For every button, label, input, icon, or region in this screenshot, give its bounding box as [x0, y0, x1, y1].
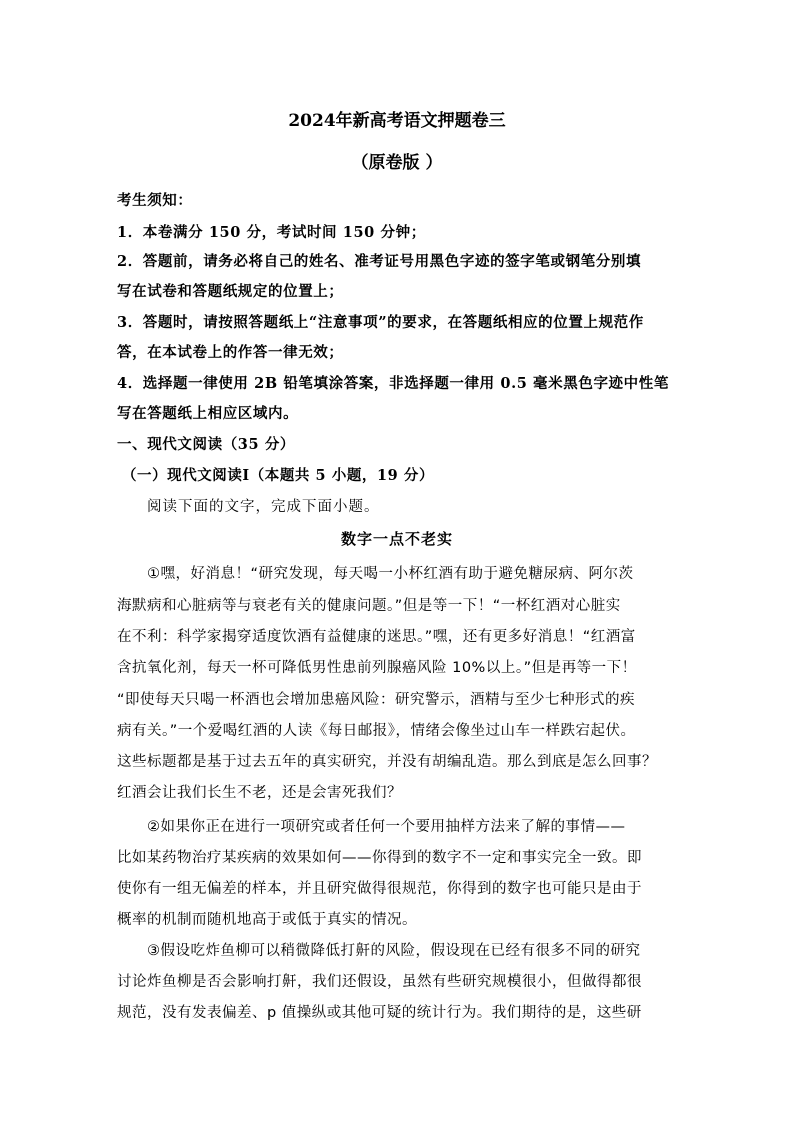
- paragraph-line: 比如某药物治疗某疾病的效果如何——你得到的数字不一定和事实完全一致。即: [117, 850, 642, 866]
- notice-heading: 考生须知：: [117, 192, 193, 209]
- subsection-heading: （一）现代文阅读Ⅰ（本题共 5 小题，19 分）: [122, 467, 434, 484]
- notice-line: 1．本卷满分 150 分，考试时间 150 分钟；: [117, 224, 426, 241]
- paragraph-line: 讨论炸鱼柳是否会影响打鼾，我们还假设，虽然有些研究规模很小，但做得都很: [117, 974, 642, 990]
- exam-subtitle: （原卷版 ）: [351, 153, 443, 173]
- notice-line: 写在试卷和答题纸规定的位置上；: [117, 283, 344, 300]
- paragraph-line: 这些标题都是基于过去五年的真实研究，并没有胡编乱造。那么到底是怎么回事？: [117, 754, 657, 770]
- paragraph-line: 红酒会让我们长生不老，还是会害死我们？: [117, 785, 402, 801]
- paragraph-line: “即使每天只喝一杯酒也会增加患癌风险：研究警示，酒精与至少七种形式的疾: [117, 692, 636, 708]
- notice-line: 4．选择题一律使用 2B 铅笔填涂答案，非选择题一律用 0.5 毫米黑色字迹中性笔: [117, 375, 669, 392]
- paragraph-line: ③假设吃炸鱼柳可以稍微降低打鼾的风险，假设现在已经有很多不同的研究: [147, 943, 641, 959]
- notice-line: 写在答题纸上相应区域内。: [117, 405, 299, 422]
- paragraph-line: 规范，没有发表偏差、p 值操纵或其他可疑的统计行为。我们期待的是，这些研: [117, 1005, 642, 1021]
- notice-line: 答，在本试卷上的作答一律无效；: [117, 344, 344, 361]
- paragraph-line: 海默病和心脏病等与衰老有关的健康问题。”但是等一下！“一杯红酒对心脏实: [117, 598, 621, 614]
- paragraph-line: 使你有一组无偏差的样本，并且研究做得很规范，你得到的数字也可能只是由于: [117, 881, 642, 897]
- notice-line: 3．答题时，请按照答题纸上“注意事项”的要求，在答题纸相应的位置上规范作: [117, 314, 644, 331]
- paragraph-line: 在不利：科学家揭穿适度饮酒有益健康的迷思。”嘿，还有更多好消息！“红酒富: [117, 629, 636, 645]
- section-heading: 一、现代文阅读（35 分）: [117, 436, 296, 453]
- paragraph-line: ②如果你正在进行一项研究或者任何一个要用抽样方法来了解的事情——: [147, 819, 626, 835]
- paragraph-line: 概率的机制而随机地高于或低于真实的情况。: [117, 912, 417, 928]
- paragraph-line: ①嘿，好消息！“研究发现，每天喝一小杯红酒有助于避免糖尿病、阿尔茨: [147, 566, 634, 582]
- exam-title: 2024年新高考语文押题卷三: [288, 111, 506, 131]
- reading-instruction: 阅读下面的文字，完成下面小题。: [147, 499, 380, 515]
- notice-line: 2．答题前，请务必将自己的姓名、准考证号用黑色字迹的签字笔或钢笔分别填: [117, 253, 642, 270]
- article-title: 数字一点不老实: [340, 530, 453, 548]
- paragraph-line: 含抗氧化剂，每天一杯可降低男性患前列腺癌风险 10%以上。”但是再等一下！: [117, 660, 637, 676]
- paragraph-line: 病有关。”一个爱喝红酒的人读《每日邮报》，情绪会像坐过山车一样跌宕起伏。: [117, 723, 636, 739]
